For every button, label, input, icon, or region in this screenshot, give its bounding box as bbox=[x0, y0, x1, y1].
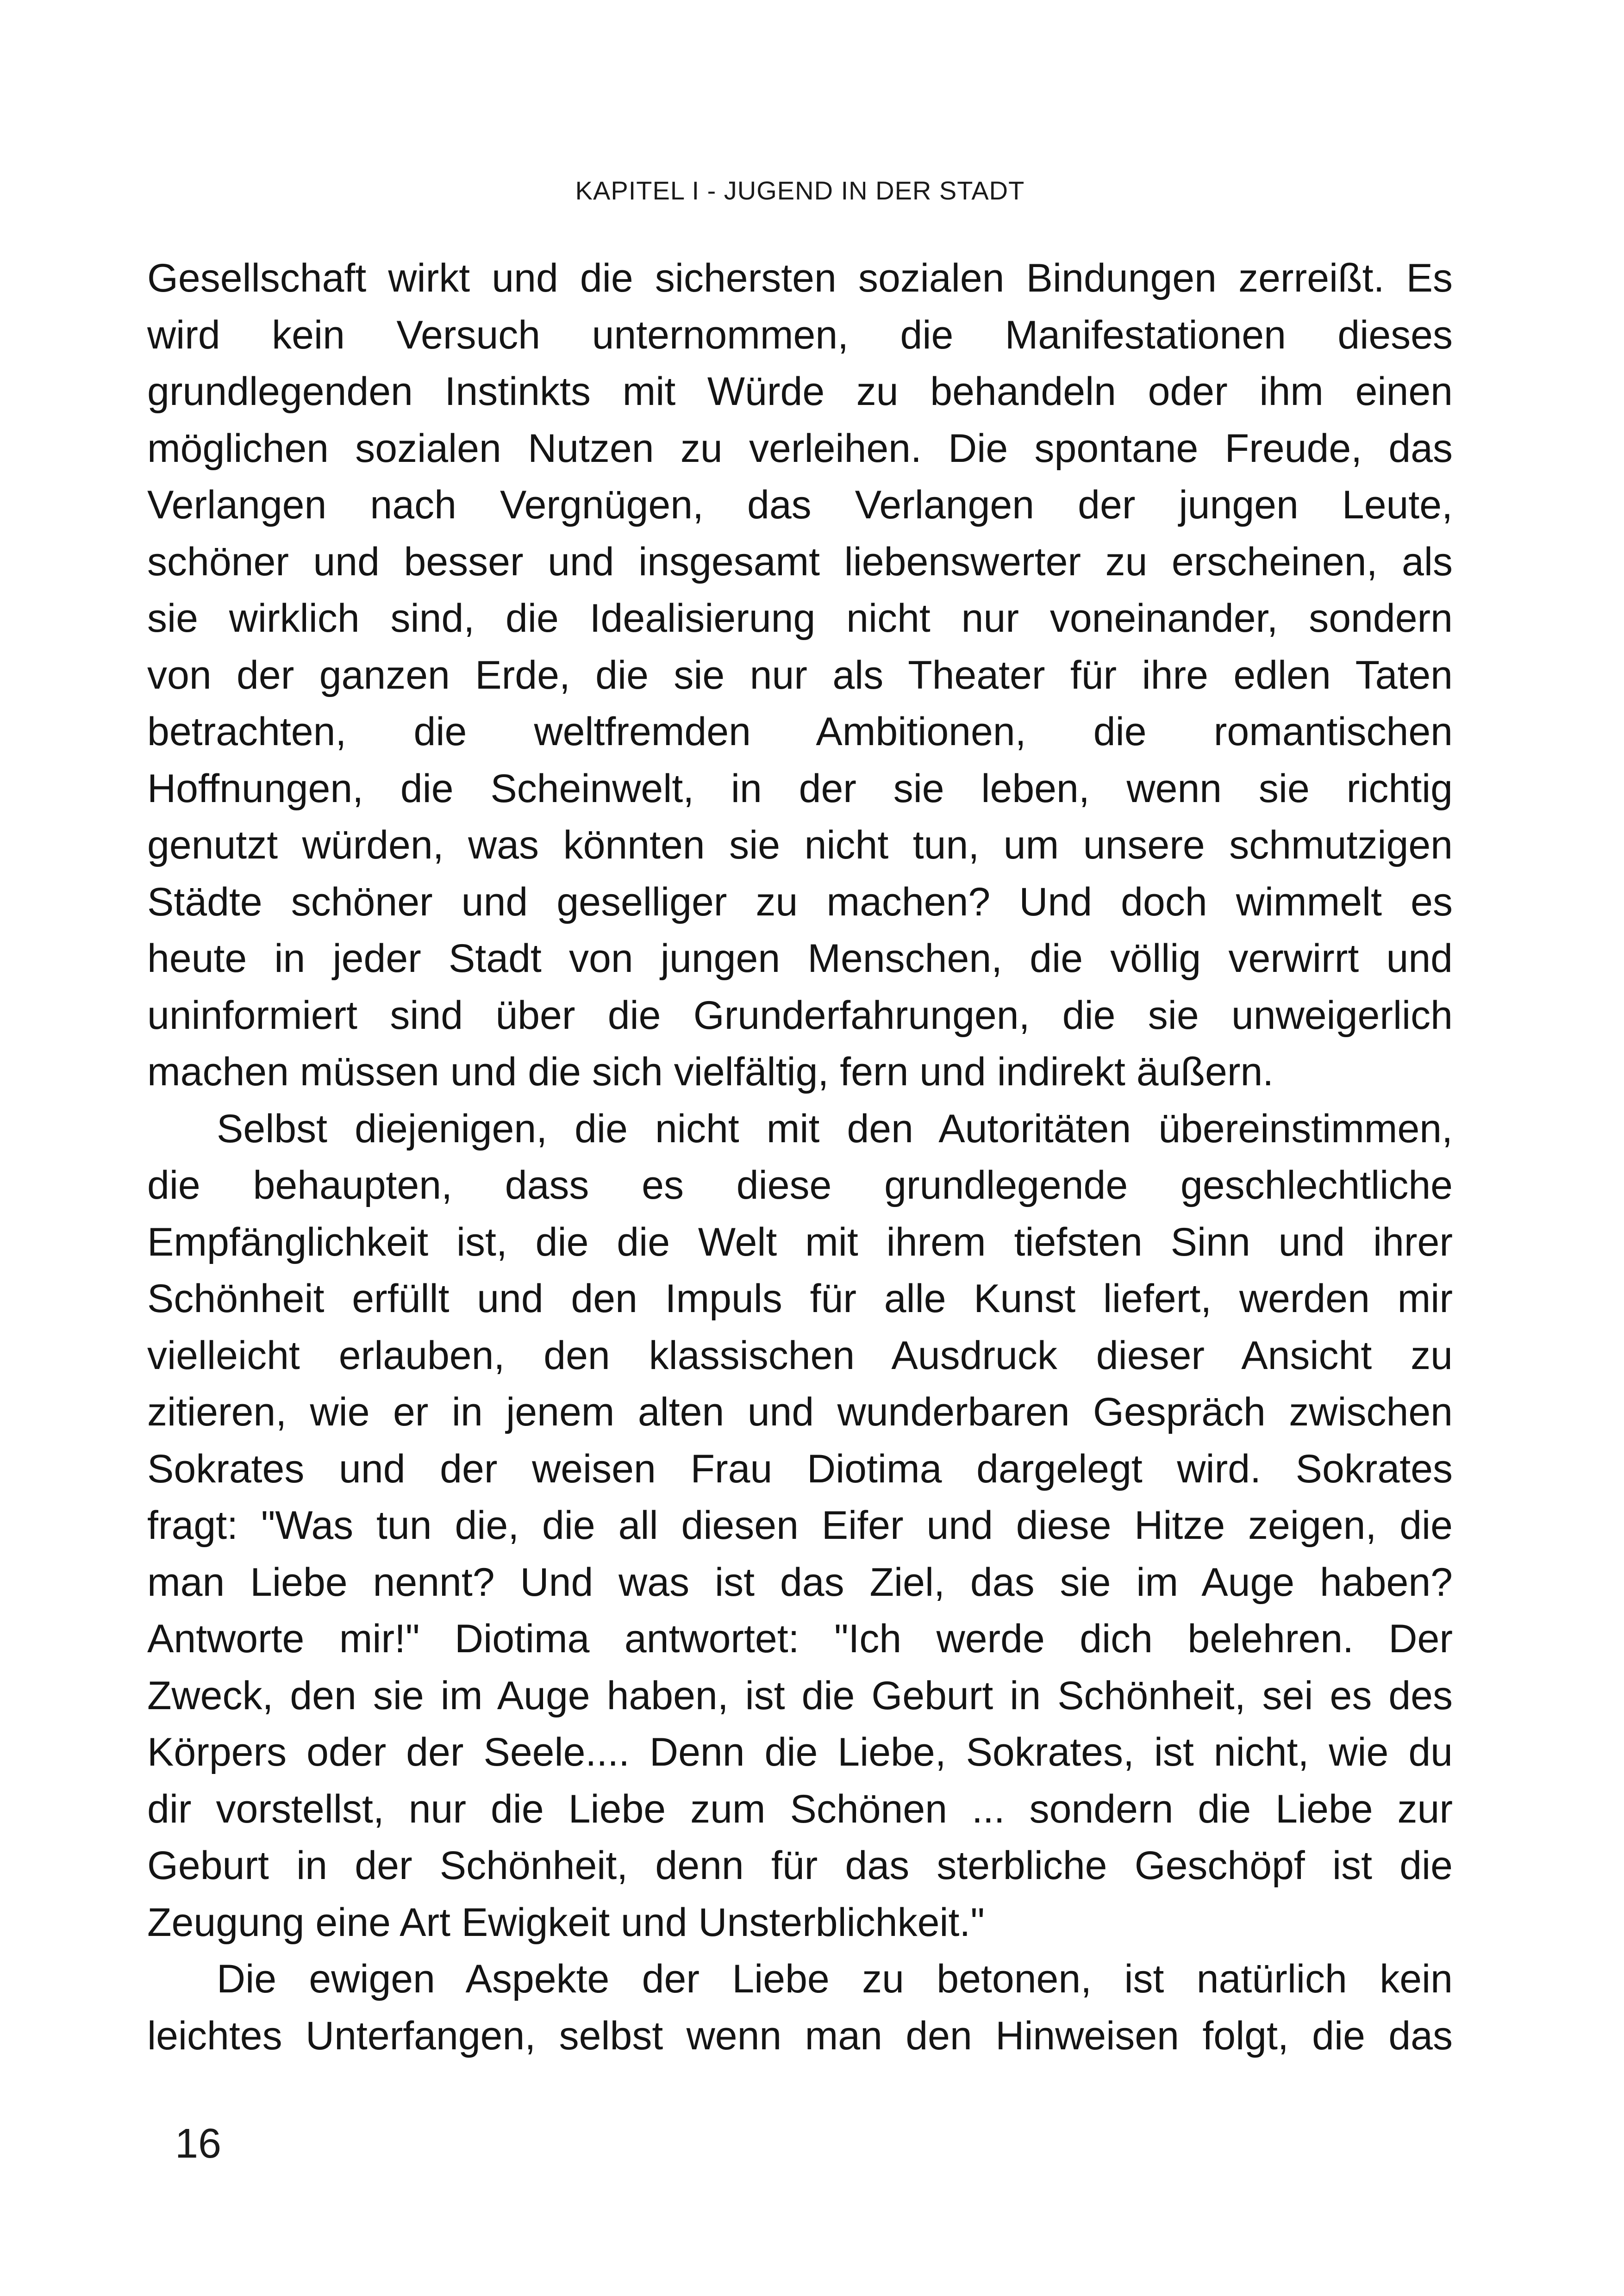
text-line: von der ganzen Erde, die sie nur als Theater für ihre edlen Taten bbox=[147, 653, 1453, 697]
text-line: leichtes Unterfangen, selbst wenn man den Hinweisen folgt, die das bbox=[147, 2013, 1453, 2058]
text-line: uninformiert sind über die Grunderfahrungen, die sie unweigerlich bbox=[147, 993, 1453, 1038]
text-line: dir vorstellst, nur die Liebe zum Schönen ... sondern die Liebe zur bbox=[147, 1786, 1453, 1831]
text-line: Die ewigen Aspekte der Liebe zu betonen, ist natürlich kein bbox=[217, 1957, 1453, 2001]
text-line: Empfänglichkeit ist, die die Welt mit ihrem tiefsten Sinn und ihrer bbox=[147, 1220, 1453, 1264]
page-number: 16 bbox=[175, 2121, 222, 2167]
text-line: Gesellschaft wirkt und die sichersten sozialen Bindungen zerreißt. Es bbox=[147, 256, 1453, 300]
text-line: Verlangen nach Vergnügen, das Verlangen der jungen Leute, bbox=[147, 483, 1453, 527]
text-line: Schönheit erfüllt und den Impuls für alle Kunst liefert, werden mir bbox=[147, 1276, 1453, 1321]
body-text bbox=[147, 250, 1453, 2064]
text-line: fragt: "Was tun die, die all diesen Eifer und diese Hitze zeigen, die bbox=[147, 1503, 1453, 1548]
text-line: die behaupten, dass es diese grundlegende geschlechtliche bbox=[147, 1163, 1453, 1207]
text-line: Geburt in der Schönheit, denn für das sterbliche Geschöpf ist die bbox=[147, 1843, 1453, 1888]
text-line: genutzt würden, was könnten sie nicht tun, um unsere schmutzigen bbox=[147, 823, 1453, 867]
text-line: grundlegenden Instinkts mit Würde zu behandeln oder ihm einen bbox=[147, 369, 1453, 414]
text-line: betrachten, die weltfremden Ambitionen, die romantischen bbox=[147, 709, 1453, 754]
text-line: schöner und besser und insgesamt liebenswerter zu erscheinen, als bbox=[147, 539, 1453, 584]
text-line: sie wirklich sind, die Idealisierung nicht nur voneinander, sondern bbox=[147, 596, 1453, 641]
text-line: vielleicht erlauben, den klassischen Ausdruck dieser Ansicht zu bbox=[147, 1333, 1453, 1378]
text-line: Selbst diejenigen, die nicht mit den Autoritäten übereinstimmen, bbox=[217, 1106, 1453, 1151]
text-line: Zweck, den sie im Auge haben, ist die Geburt in Schönheit, sei es des bbox=[147, 1673, 1453, 1718]
text-line: Städte schöner und geselliger zu machen? Und doch wimmelt es bbox=[147, 879, 1453, 924]
text-line: heute in jeder Stadt von jungen Menschen, die völlig verwirrt und bbox=[147, 936, 1453, 981]
text-line: wird kein Versuch unternommen, die Manifestationen dieses bbox=[147, 312, 1453, 357]
running-header: KAPITEL I - JUGEND IN DER STADT bbox=[575, 176, 1025, 205]
text-line: machen müssen und die sich vielfältig, fern und indirekt äußern. bbox=[147, 1050, 1274, 1094]
text-line: Zeugung eine Art Ewigkeit und Unsterblichkeit." bbox=[147, 1900, 985, 1945]
text-line: Sokrates und der weisen Frau Diotima dargelegt wird. Sokrates bbox=[147, 1446, 1453, 1491]
text-line: Körpers oder der Seele.... Denn die Liebe, Sokrates, ist nicht, wie du bbox=[147, 1730, 1453, 1774]
text-line: zitieren, wie er in jenem alten und wunderbaren Gespräch zwischen bbox=[147, 1390, 1453, 1434]
text-line: man Liebe nennt? Und was ist das Ziel, das sie im Auge haben? bbox=[147, 1560, 1453, 1605]
text-line: Antworte mir!" Diotima antwortet: "Ich werde dich belehren. Der bbox=[147, 1617, 1453, 1661]
text-line: Hoffnungen, die Scheinwelt, in der sie leben, wenn sie richtig bbox=[147, 766, 1453, 811]
text-line: möglichen sozialen Nutzen zu verleihen. Die spontane Freude, das bbox=[147, 426, 1453, 471]
